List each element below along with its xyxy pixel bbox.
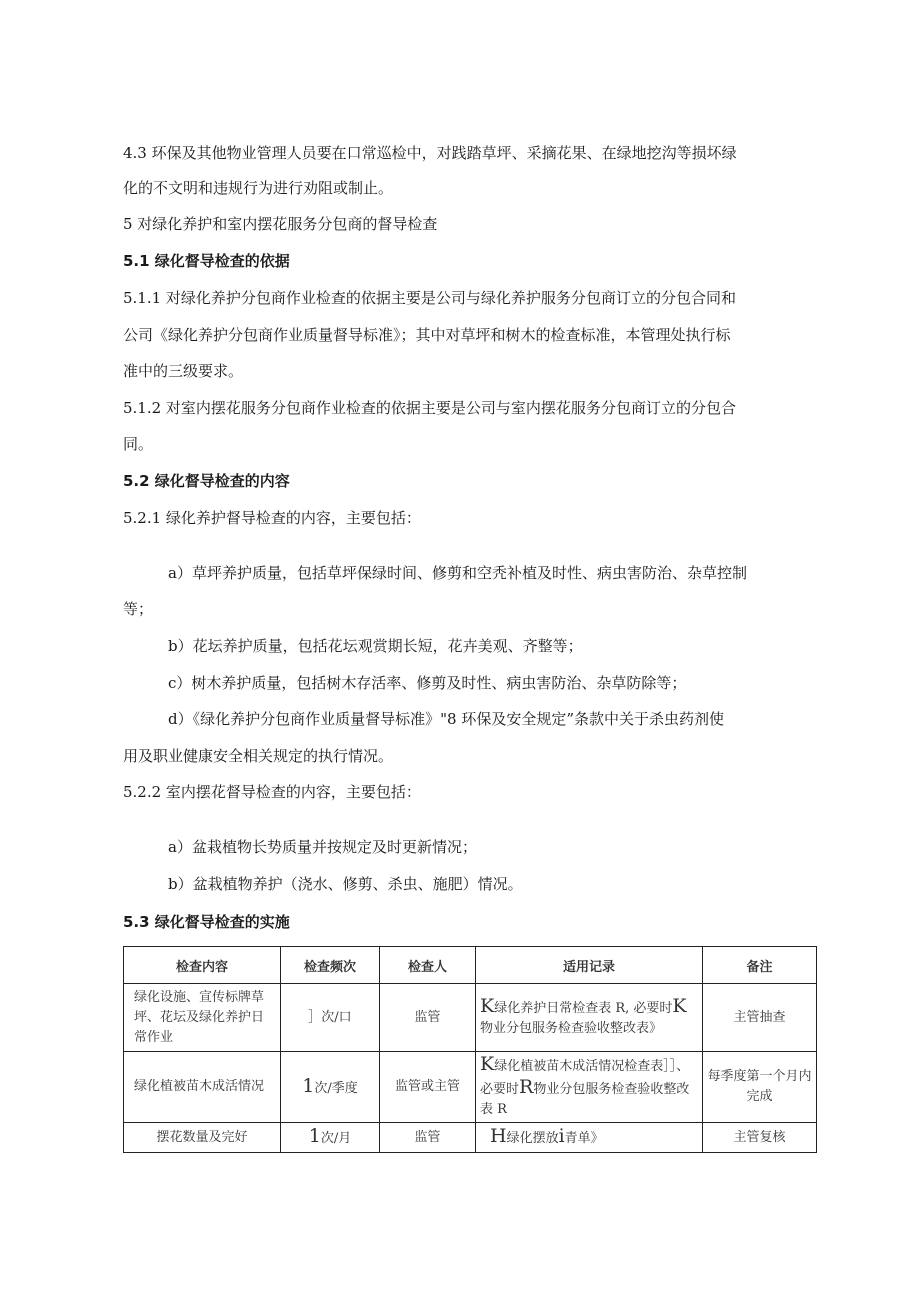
list-d1-line2: 用及职业健康安全相关规定的执行情况。 [123,747,394,765]
freq-a: 1 [302,1074,315,1097]
cell-record [476,984,703,1052]
list-d1-line1: d）《绿化养护分包商作业质量督导标准》"8 环保及安全规定”条款中关于杀虫药剂使 [168,710,724,728]
section-5-3-heading: 5.3 绿化督导检查的实施 [123,913,290,931]
header-record: 适用记录 [476,947,703,984]
cell-note: 主管复核 [703,1123,817,1153]
para-5-2-1: 5.2.1 绿化养护督导检查的内容，主要包括： [123,509,421,527]
cell-frequency [281,1052,380,1123]
list-a2: a）盆栽植物长势质量并按规定及时更新情况； [168,838,477,856]
record-mark-2: R [519,1076,534,1098]
section-5-2-heading: 5.2 绿化督导检查的内容 [123,472,290,490]
cell-frequency [281,984,380,1052]
record-mark-2: i [558,1125,565,1147]
cell-content: 绿化设施、宣传标牌草坪、花坛及绿化养护日常作业 [124,984,281,1052]
list-a1-line1: a）草坪养护质量，包括草坪保绿时间、修剪和空秃补植及时性、病虫害防治、杂草控制 [168,564,747,582]
table-header-row [124,947,817,984]
header-content: 检查内容 [124,947,281,984]
para-5-1-1-line3: 准中的三级要求。 [123,362,244,380]
cell-inspector: 监管 [380,1123,476,1153]
para-4-3-line2: 化的不文明和违规行为进行劝阻或制止。 [123,179,394,197]
record-text-2: 物业分包服务检查验收整改表 R [480,1082,690,1117]
para-5-1-2-line2: 同。 [123,435,154,453]
table-row [124,1123,817,1153]
record-mark-1: K [480,995,495,1017]
cell-inspector: 监管或主管 [380,1052,476,1123]
record-text-1: 绿化植被苗木成活情况检查表］］、必要时 [480,1059,690,1097]
inspection-table [123,946,817,1153]
cell-content: 摆花数量及完好 [124,1123,281,1153]
freq-a: ］次/口 [308,1009,352,1025]
header-inspector: 检查人 [380,947,476,984]
record-mark-1: H [490,1125,507,1147]
para-5-2-2: 5.2.2 室内摆花督导检查的内容，主要包括： [123,783,421,801]
record-mark-1: K [480,1053,495,1075]
cell-record [476,1052,703,1123]
section-5-heading: 5 对绿化养护和室内摆花服务分包商的督导检查 [123,215,438,233]
cell-note: 每季度第一个月内完成 [703,1052,817,1123]
section-5-1-heading: 5.1 绿化督导检查的依据 [123,252,290,270]
record-text-2: 青单》 [564,1131,604,1146]
cell-content: 绿化植被苗木成活情况 [124,1052,281,1123]
list-b2: b）盆栽植物养护（浇水、修剪、杀虫、施肥）情况。 [168,875,523,893]
header-frequency: 检查频次 [281,947,380,984]
cell-inspector: 监管 [380,984,476,1052]
record-text-1: 绿化摆放 [506,1131,559,1146]
para-5-1-2-line1: 5.1.2 对室内摆花服务分包商作业检查的依据主要是公司与室内摆花服务分包商订立的分包合 [123,399,736,417]
cell-record [476,1123,703,1153]
record-mark-2: K [672,995,687,1017]
list-b1: b）花坛养护质量，包括花坛观赏期长短，花卉美观、齐整等； [168,637,583,655]
para-4-3-line1: 4.3 环保及其他物业管理人员要在口常巡检中，对践踏草坪、采摘花果、在绿地挖沟等损坏绿 [123,144,737,162]
list-a1-line2: 等； [123,600,154,618]
header-note: 备注 [703,947,817,984]
record-text-1: 绿化养护日常检查表 R, 必要时 [494,1001,673,1016]
cell-note: 主管抽查 [703,984,817,1052]
record-text-2: 物业分包服务检查验收整改表》 [480,1021,663,1036]
list-c1: c）树木养护质量，包括树木存活率、修剪及时性、病虫害防治、杂草防除等； [168,674,687,692]
freq-b: 次/月 [320,1131,352,1146]
para-5-1-1-line1: 5.1.1 对绿化养护分包商作业检查的依据主要是公司与绿化养护服务分包商订立的分包合同和 [123,289,736,307]
table-row [124,1052,817,1123]
para-5-1-1-line2: 公司《绿化养护分包商作业质量督导标准》；其中对草坪和树木的检查标准，本管理处执行标 [123,326,731,344]
freq-b: 次/季度 [314,1080,358,1096]
table-row [124,984,817,1052]
cell-frequency [281,1123,380,1153]
freq-a: 1 [308,1125,321,1147]
